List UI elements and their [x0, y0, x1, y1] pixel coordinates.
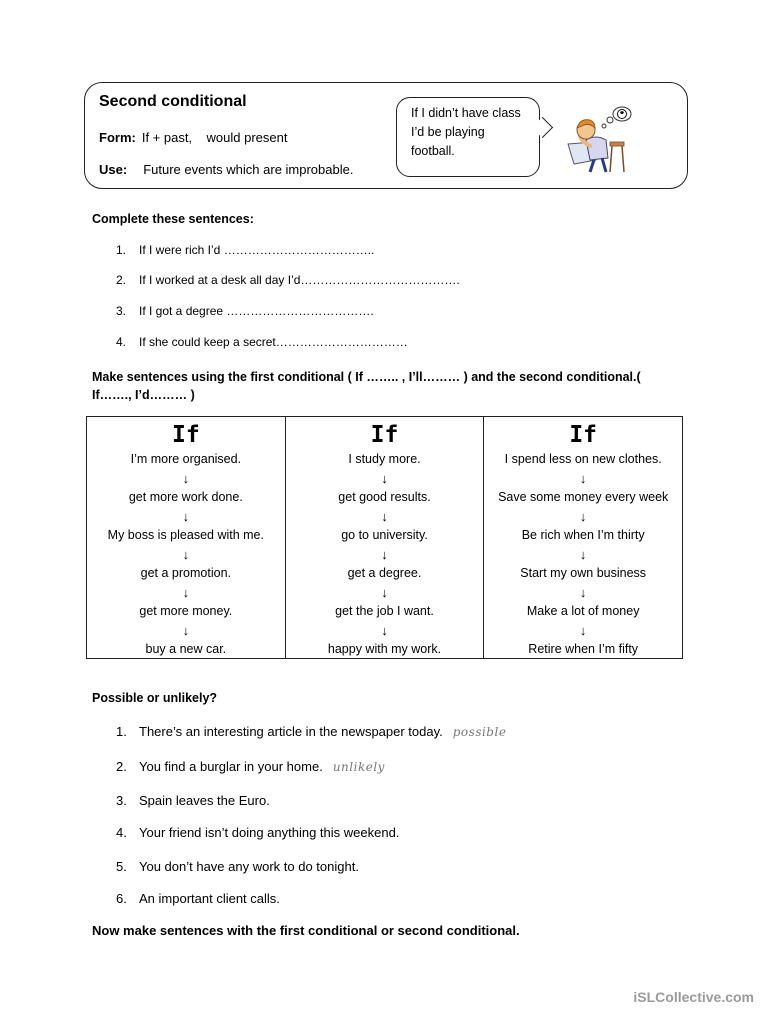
table-step: Start my own business: [520, 566, 647, 580]
table-step: I study more.: [348, 452, 421, 466]
table-step: Make a lot of money: [526, 604, 640, 618]
item-text: You find a burglar in your home.: [139, 759, 323, 774]
column-head: If: [370, 422, 399, 448]
item-text: Spain leaves the Euro.: [139, 793, 270, 808]
column-head: If: [171, 422, 200, 448]
item-number: 2.: [116, 759, 127, 774]
item-number: 6.: [116, 891, 127, 906]
down-arrow-icon: ↓: [381, 509, 388, 524]
item-number: 1.: [116, 724, 127, 739]
list-item: [116, 793, 270, 808]
form-line: [99, 130, 287, 145]
table-step: Save some money every week: [498, 490, 669, 504]
down-arrow-icon: ↓: [182, 585, 190, 600]
table-step: get a promotion.: [140, 566, 231, 580]
down-arrow-icon: ↓: [381, 547, 388, 562]
down-arrow-icon: ↓: [579, 547, 587, 562]
table-step: I’m more organised.: [130, 452, 242, 466]
list-item: [116, 724, 506, 739]
list-item: [116, 243, 374, 257]
down-arrow-icon: ↓: [381, 585, 388, 600]
handwritten-answer: unlikely: [332, 760, 385, 774]
list-item: [116, 759, 385, 774]
table-step: get a degree.: [347, 566, 422, 580]
table-step: I spend less on new clothes.: [504, 452, 662, 466]
use-value: Future events which are improbable.: [143, 162, 354, 177]
table-step: get good results.: [338, 490, 431, 504]
down-arrow-icon: ↓: [182, 547, 190, 562]
complete-section-title: Complete these sentences:: [92, 212, 254, 226]
if-table: [86, 416, 683, 659]
handwritten-answer: possible: [452, 725, 507, 739]
form-label: Form:: [99, 130, 136, 145]
list-item: [116, 891, 280, 906]
table-step: happy with my work.: [327, 642, 442, 656]
item-number: 4.: [116, 825, 127, 840]
down-arrow-icon: ↓: [182, 471, 190, 486]
item-text: There’s an interesting article in the newspaper today.: [139, 724, 443, 739]
daydreaming-boy-illustration: [560, 106, 634, 176]
if-column: [286, 417, 485, 658]
item-number: 1.: [116, 243, 127, 257]
list-item: [116, 273, 460, 287]
footer-watermark: iSLCollective.com: [633, 989, 754, 1005]
item-number: 2.: [116, 273, 127, 287]
if-column: [484, 417, 682, 658]
make-section-title: Make sentences using the first conditional ( If …….. , I’ll……… ) and the second conditional.( If……., I’d……… ): [92, 370, 641, 402]
use-line: [99, 162, 353, 177]
item-text: You don’t have any work to do tonight.: [139, 859, 359, 874]
item-text: An important client calls.: [139, 891, 280, 906]
item-text: If she could keep a secret……………………………: [139, 335, 408, 349]
list-item: [116, 859, 359, 874]
item-number: 5.: [116, 859, 127, 874]
item-text: If I worked at a desk all day I’d………………………………….: [139, 273, 460, 287]
item-number: 3.: [116, 304, 127, 318]
table-step: get more money.: [139, 604, 233, 618]
page-title: Second conditional: [99, 93, 247, 110]
down-arrow-icon: ↓: [579, 623, 587, 638]
if-column: [87, 417, 286, 658]
possible-section-title: Possible or unlikely?: [92, 691, 218, 705]
list-item: [116, 825, 399, 840]
down-arrow-icon: ↓: [381, 623, 388, 638]
down-arrow-icon: ↓: [579, 471, 587, 486]
table-step: go to university.: [341, 528, 428, 542]
item-number: 4.: [116, 335, 127, 349]
table-step: get the job I want.: [335, 604, 434, 618]
table-step: buy a new car.: [145, 642, 227, 656]
bubble-line: If I didn’t have class: [411, 106, 521, 120]
down-arrow-icon: ↓: [182, 509, 190, 524]
down-arrow-icon: ↓: [381, 471, 388, 486]
down-arrow-icon: ↓: [579, 509, 587, 524]
now-section-title: Now make sentences with the first conditional or second conditional.: [92, 923, 520, 938]
list-item: [116, 335, 408, 349]
item-text: If I were rich I’d ………………………………..: [139, 243, 375, 257]
list-item: [116, 304, 374, 318]
item-number: 3.: [116, 793, 127, 808]
form-value: If + past, would present: [141, 130, 288, 145]
column-head: If: [569, 422, 598, 448]
item-text: Your friend isn’t doing anything this weekend.: [139, 825, 400, 840]
use-label: Use:: [99, 162, 128, 177]
bubble-line: football.: [411, 144, 455, 158]
table-step: My boss is pleased with me.: [107, 528, 264, 542]
item-text: If I got a degree ……………………………….: [139, 304, 374, 318]
table-step: Retire when I’m fifty: [528, 642, 639, 656]
bubble-line: I’d be playing: [411, 125, 485, 139]
table-step: Be rich when I’m thirty: [521, 528, 645, 542]
table-step: get more work done.: [128, 490, 243, 504]
down-arrow-icon: ↓: [579, 585, 587, 600]
speech-bubble: [396, 97, 540, 177]
down-arrow-icon: ↓: [182, 623, 190, 638]
